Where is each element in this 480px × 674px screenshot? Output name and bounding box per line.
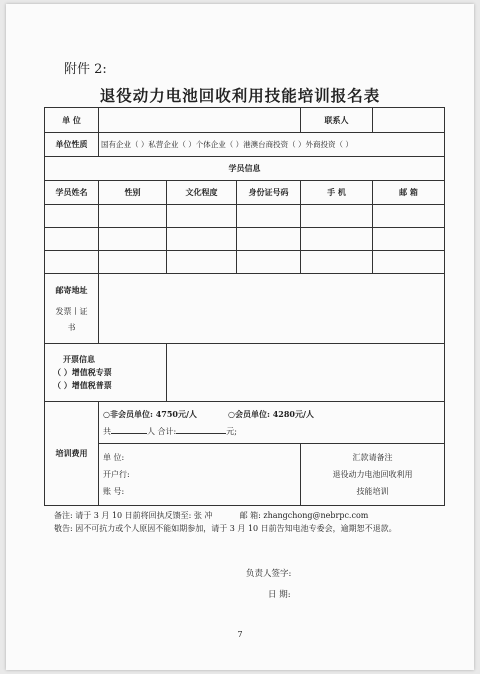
- invoice-special-option[interactable]: （ ）增值税专票: [53, 367, 112, 377]
- email-address[interactable]: zhangchong@nebrpc.com: [263, 511, 369, 520]
- table-cell[interactable]: [373, 228, 445, 251]
- member-option[interactable]: ○会员单位: 4280元/人: [228, 408, 314, 419]
- mail-label: 邮寄地址: [55, 284, 88, 295]
- table-cell[interactable]: [237, 228, 301, 251]
- count-blank[interactable]: [111, 425, 147, 434]
- notes-block: [44, 509, 444, 535]
- trainee-info-row: [45, 157, 445, 181]
- invoice-info-label: 开票信息: [63, 354, 95, 364]
- note-line: 备注: 请于 3 月 10 日前将回执反馈至: 张 冲: [54, 511, 213, 520]
- table-cell[interactable]: [301, 228, 373, 251]
- signature-label: 负责人签字:: [246, 569, 292, 579]
- invoice-info-field[interactable]: [167, 344, 445, 402]
- remit-text-line1: 退役动力电池回收利用: [332, 470, 413, 479]
- trainee-info-heading: 学员信息: [45, 157, 445, 181]
- unit-field[interactable]: [99, 108, 301, 133]
- date-label: 日 期:: [268, 590, 291, 600]
- table-row: [45, 228, 445, 251]
- col-name-header: 学员姓名: [45, 181, 99, 205]
- table-cell[interactable]: [99, 228, 167, 251]
- contact-field[interactable]: [373, 108, 445, 133]
- notice-text: 敬告: 因不可抗力或个人原因不能如期参加，请于 3 月 10 日前告知电池专委会，逾期恕不退款。: [54, 524, 397, 533]
- payee-row: [45, 444, 445, 506]
- nature-label: 单位性质: [45, 133, 99, 157]
- mail-invoice-row: [45, 274, 445, 344]
- table-cell[interactable]: [167, 205, 237, 228]
- count-suffix: 元;: [226, 426, 237, 436]
- count-mid: 人 合计:: [147, 426, 177, 436]
- table-cell[interactable]: [167, 251, 237, 274]
- mail-invoice-field[interactable]: [99, 274, 445, 344]
- table-cell[interactable]: [99, 251, 167, 274]
- form-title: 退役动力电池回收利用技能培训报名表: [99, 86, 381, 105]
- table-cell[interactable]: [45, 205, 99, 228]
- table-cell[interactable]: [237, 205, 301, 228]
- col-id-header: 身份证号码: [237, 181, 301, 205]
- table-row: [45, 251, 445, 274]
- nature-options[interactable]: 国有企业（ ）私营企业（ ）个体企业（ ）港澳台商投资（ ）外商投资（ ）: [99, 133, 445, 157]
- remit-note-cell: [301, 444, 445, 506]
- invoice-info-cell: [45, 344, 167, 402]
- registration-table: [44, 107, 445, 506]
- fee-label: 培训费用: [45, 402, 99, 506]
- table-cell[interactable]: [45, 251, 99, 274]
- contact-label: 联系人: [301, 108, 373, 133]
- table-cell[interactable]: [99, 205, 167, 228]
- unit-label: 单 位: [45, 108, 99, 133]
- nature-row: [45, 133, 445, 157]
- invoice-label-line2: 书: [67, 322, 76, 332]
- non-member-option[interactable]: ○非会员单位: 4750元/人: [103, 408, 197, 419]
- table-cell[interactable]: [237, 251, 301, 274]
- total-blank[interactable]: [176, 425, 226, 434]
- fee-row: [45, 402, 445, 444]
- col-education-header: 文化程度: [167, 181, 237, 205]
- col-email-header: 邮 箱: [373, 181, 445, 205]
- remit-note: 汇款请备注: [352, 453, 393, 462]
- invoice-normal-option[interactable]: （ ）增值税普票: [53, 380, 112, 390]
- table-cell[interactable]: [373, 251, 445, 274]
- count-prefix: 共: [103, 426, 111, 436]
- attachment-label: 附件 2:: [64, 62, 107, 77]
- table-row: [45, 205, 445, 228]
- payee-info: [99, 444, 301, 506]
- payee-account: 账 号:: [103, 487, 125, 496]
- table-cell[interactable]: [373, 205, 445, 228]
- remit-text-line2: 技能培训: [356, 487, 389, 496]
- payee-unit: 单 位:: [103, 453, 125, 462]
- invoice-row: [45, 344, 445, 402]
- col-phone-header: 手 机: [301, 181, 373, 205]
- fee-options: [99, 402, 445, 444]
- table-cell[interactable]: [301, 251, 373, 274]
- trainee-header-row: [45, 181, 445, 205]
- email-label: 邮 箱:: [239, 511, 261, 520]
- mail-invoice-label: [45, 274, 99, 344]
- table-cell[interactable]: [167, 228, 237, 251]
- payee-bank: 开户行:: [103, 470, 130, 479]
- col-gender-header: 性别: [99, 181, 167, 205]
- table-cell[interactable]: [45, 228, 99, 251]
- unit-row: [45, 108, 445, 133]
- table-cell[interactable]: [301, 205, 373, 228]
- page-number: 7: [237, 630, 243, 639]
- document-page: [6, 4, 474, 670]
- invoice-label-line1: 发票丨证: [55, 306, 88, 316]
